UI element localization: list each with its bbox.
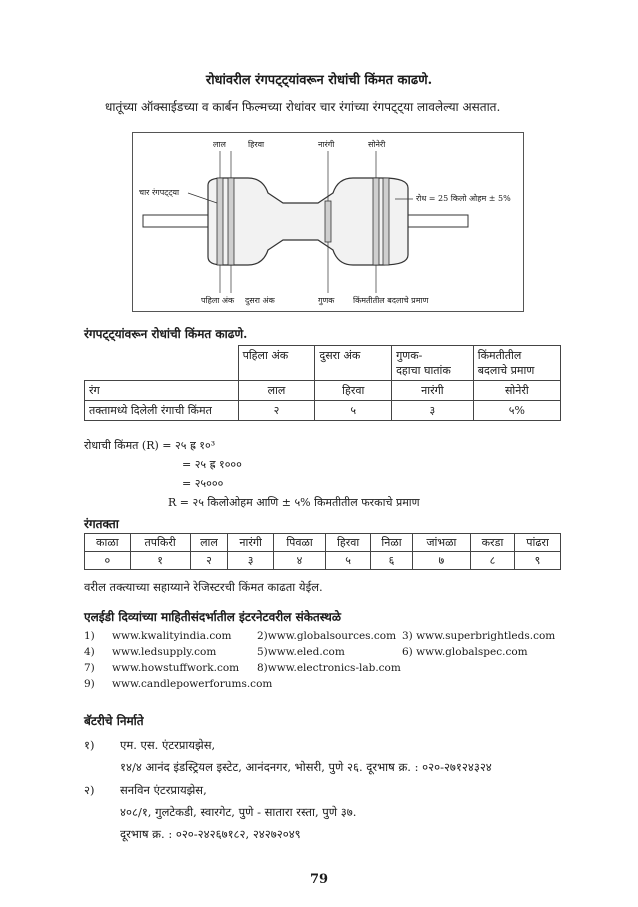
table-row [85,552,561,570]
website-link[interactable]: 3) www.superbrightleds.com [402,630,556,642]
table-cell [238,346,315,381]
table-cell: हिरवा [315,381,392,401]
table-cell: तक्तामध्ये दिलेली रंगाची किंमत [85,401,239,421]
header-tolerance-2: बदलाचे प्रमाण [477,364,535,377]
table-cell: २ [238,401,315,421]
table-row [85,534,561,552]
website-link[interactable]: 5)www.eled.com [257,646,345,658]
table-cell [315,346,392,381]
list-number: 7) [84,662,95,674]
section-title-battery-makers: बॅटरीचे निर्माते [84,714,144,728]
label-tolerance: किंमतीतील बदलाचे प्रमाण [353,296,429,305]
table-cell [85,346,239,381]
maker-name: एम. एस. एंटरप्रायझेस, [120,738,216,752]
resistor-figure [132,132,524,312]
maker-phone: दूरभाष क्र. : ०२०-२४२६७१८२, २४२७२०४९ [120,827,301,841]
maker-address: १४/४ आनंद इंडस्ट्रियल इस्टेट, आनंदनगर, भोसरी, पुणे २६. दूरभाष क्र. : ०२०-२७१२४३२४ [120,760,492,774]
table-cell: जांभळा [412,534,470,552]
label-gold: सोनेरी [368,140,386,149]
table-cell: काळा [85,534,131,552]
resistor-drawing [133,133,523,311]
table-cell: ५% [473,401,560,421]
table-cell [473,346,560,381]
table-cell: ९ [515,552,561,570]
table-cell: हिरवा [326,534,371,552]
table-cell: सोनेरी [473,381,560,401]
table-cell: १ [130,552,190,570]
band-gold-2 [383,178,389,265]
website-link[interactable]: 2)www.globalsources.com [257,630,397,642]
website-link[interactable]: 6) www.globalspec.com [402,646,528,658]
label-multiplier: गुणक [318,296,335,305]
section-title-color-chart: रंगतक्ता [84,517,119,531]
left-lead [143,215,208,227]
table-row [85,346,561,381]
table-cell: ५ [326,552,371,570]
label-first-digit: पहिला अंक [201,296,235,305]
page-title: रोधांवरील रंगपट्ट्यांवरून रोधांची किंमत काढणे. [205,73,433,88]
table-cell: नारंगी [392,381,474,401]
table-cell: निळा [371,534,413,552]
intro-text: धातूंच्या ऑक्साईडच्या व कार्बन फिल्मच्या रोधांवर चार रंगांच्या रंगपट्ट्या लावलेल्या असतात. [105,100,501,114]
table-cell: लाल [190,534,228,552]
maker-name: सनविन एंटरप्रायझेस, [120,783,207,797]
band-red [217,178,223,265]
table-cell: २ [190,552,228,570]
maker-address: ४०८/१, गुलटेकडी, स्वारगेट, पुणे - सातारा रस्ता, पुणे ३७. [120,805,357,819]
table-cell: ५ [315,401,392,421]
website-link[interactable]: www.candlepowerforums.com [112,678,273,690]
calc-line-3: = २५००० [182,477,224,490]
page-number: 79 [309,872,329,887]
list-number: 9) [84,678,95,690]
right-lead [408,215,468,227]
table-cell: पांढरा [515,534,561,552]
website-link[interactable]: www.howstuffwork.com [112,662,240,674]
label-red: लाल [213,140,226,149]
label-green: हिरवा [248,140,265,149]
table-cell: ३ [228,552,274,570]
table-cell: ८ [470,552,514,570]
list-item [84,678,272,690]
table-cell: तपकिरी [130,534,190,552]
website-link[interactable]: 8)www.electronics-lab.com [257,662,401,674]
calc-line-1: रोधाची किंमत (R) = २५ ह्र १०³ [84,439,216,452]
table-cell: ३ [392,401,474,421]
band-green [228,178,234,265]
header-tolerance: किंमतीतील [477,349,522,362]
table-cell: ६ [371,552,413,570]
band-orange [325,201,331,242]
header-second-digit: दुसरा अंक [319,349,361,362]
list-number: 1) [84,630,95,642]
maker-number: १) [84,738,95,752]
label-orange: नारंगी [318,140,335,149]
header-multiplier: गुणक- [396,349,423,362]
table-cell: ४ [273,552,325,570]
calc-line-2: = २५ ह्र १००० [182,458,242,471]
website-link[interactable]: www.ledsupply.com [112,646,217,658]
band-gold [373,178,379,265]
table-cell [392,346,474,381]
list-number: 4) [84,646,95,658]
calc-line-4: R = २५ किलोओहम आणि ± ५% किमतीतील फरकाचे प्रमाण [168,496,420,509]
table-cell: पिवळा [273,534,325,552]
label-four-bands: चार रंगपट्ट्या [139,188,180,197]
table-cell: ० [85,552,131,570]
table-cell: रंग [85,381,239,401]
section-title-websites: एलईडी दिव्यांच्या माहितीसंदर्भातील इंटरनेटवरील संकेतस्थळे [84,610,341,624]
table-cell: ७ [412,552,470,570]
band-value-table [84,345,561,421]
list-item [84,646,528,658]
table-row [85,401,561,421]
table-cell: लाल [238,381,315,401]
list-item [84,630,555,642]
label-resistance: रोध = 25 किलो ओहम ± 5% [416,194,511,203]
table-cell: करडा [470,534,514,552]
header-first-digit: पहिला अंक [242,349,289,362]
table-cell: नारंगी [228,534,274,552]
note-text: वरील तक्त्याच्या सहाय्याने रेजिस्टरची किंमत काढता येईल. [84,580,323,594]
label-second-digit: दुसरा अंक [245,296,275,305]
table-row [85,381,561,401]
maker-number: २) [84,783,95,797]
header-multiplier-2: दहाचा घातांक [396,364,451,377]
list-item [84,662,402,674]
website-link[interactable]: www.kwalityindia.com [112,630,232,642]
color-chart-table [84,533,561,570]
section-title-bands: रंगपट्ट्यांवरून रोधांची किंमत काढणे. [84,327,248,341]
